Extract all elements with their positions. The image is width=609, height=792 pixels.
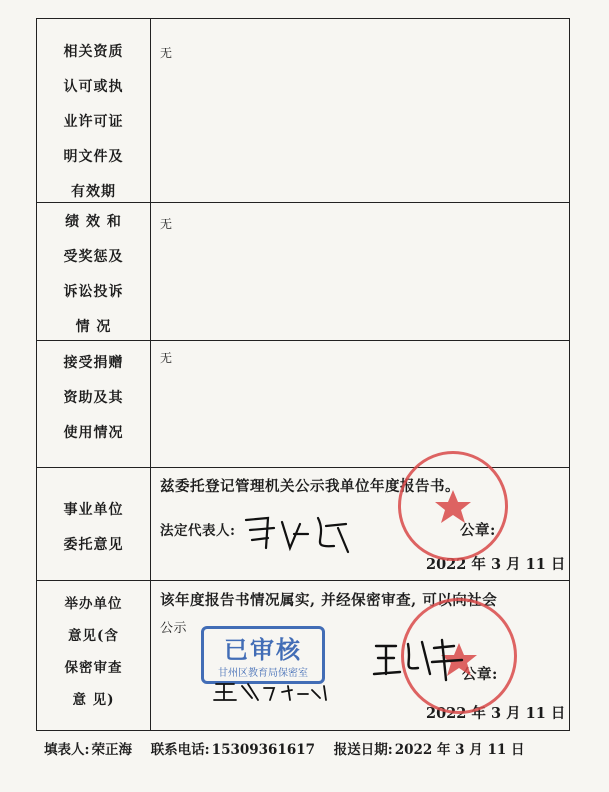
unit-date: 2022 年 3 月 11 日 (426, 556, 566, 573)
reviewer-signature (212, 680, 332, 704)
legal-rep-signature (238, 508, 358, 558)
sponsor-seal-label: 公章: (462, 666, 498, 683)
review-stamp (201, 626, 325, 684)
unit-statement: 兹委托登记管理机关公示我单位年度报告书。 (160, 478, 460, 495)
value-donations: 无 (160, 351, 173, 365)
sponsor-date: 2022 年 3 月 11 日 (426, 705, 566, 722)
label-line: 使用情况 (63, 425, 124, 441)
row-divider (37, 202, 569, 203)
label-line: 举办单位 (64, 596, 123, 612)
value-qualification: 无 (160, 46, 173, 60)
sponsor-statement-line1: 该年度报告书情况属实, 并经保密审查, 可以向社会 (160, 592, 498, 609)
label-sponsor-opinion (37, 588, 150, 716)
value-performance: 无 (160, 217, 173, 231)
review-stamp-subtitle: 甘州区教育局保密室 (218, 668, 308, 679)
label-line: 相关资质 (63, 44, 124, 60)
phone-label: 联系电话: (150, 742, 210, 758)
seal-star-icon (401, 454, 505, 558)
legal-rep-label: 法定代表人: (160, 523, 236, 539)
label-line: 绩 效 和 (65, 214, 122, 230)
label-line: 情 况 (75, 319, 112, 335)
report-date: 2022 年 3 月 11 日 (394, 742, 525, 758)
filler-name: 荣正海 (91, 742, 132, 758)
label-line: 业许可证 (63, 114, 124, 130)
label-line: 意 见) (72, 692, 115, 708)
label-donations (37, 346, 150, 451)
column-divider (150, 19, 151, 730)
review-stamp-title: 已审核 (224, 636, 302, 664)
label-line: 事业单位 (63, 502, 124, 518)
label-line: 保密审查 (64, 660, 123, 676)
label-line: 明文件及 (63, 149, 124, 165)
label-line: 有效期 (71, 184, 116, 200)
phone-number: 15309361617 (211, 742, 315, 758)
filler-label: 填表人: (44, 742, 90, 758)
unit-seal-label: 公章: (460, 522, 496, 539)
row-divider (37, 580, 569, 581)
unit-official-seal (398, 451, 508, 561)
label-line: 受奖惩及 (63, 249, 124, 265)
label-line: 诉讼投诉 (63, 284, 124, 300)
sponsor-statement-line2: 公示 (160, 621, 188, 636)
label-qualification (37, 35, 150, 210)
label-line: 资助及其 (63, 390, 124, 406)
row-divider (37, 340, 569, 341)
label-line: 认可或执 (63, 79, 124, 95)
date-label: 报送日期: (333, 742, 393, 758)
sponsor-rep-signature (372, 634, 472, 684)
footer (44, 738, 584, 758)
label-line: 委托意见 (63, 537, 124, 553)
label-line: 意见(含 (68, 628, 119, 644)
label-line: 接受捐赠 (63, 355, 124, 371)
label-unit-opinion (37, 493, 150, 563)
label-performance (37, 205, 150, 345)
